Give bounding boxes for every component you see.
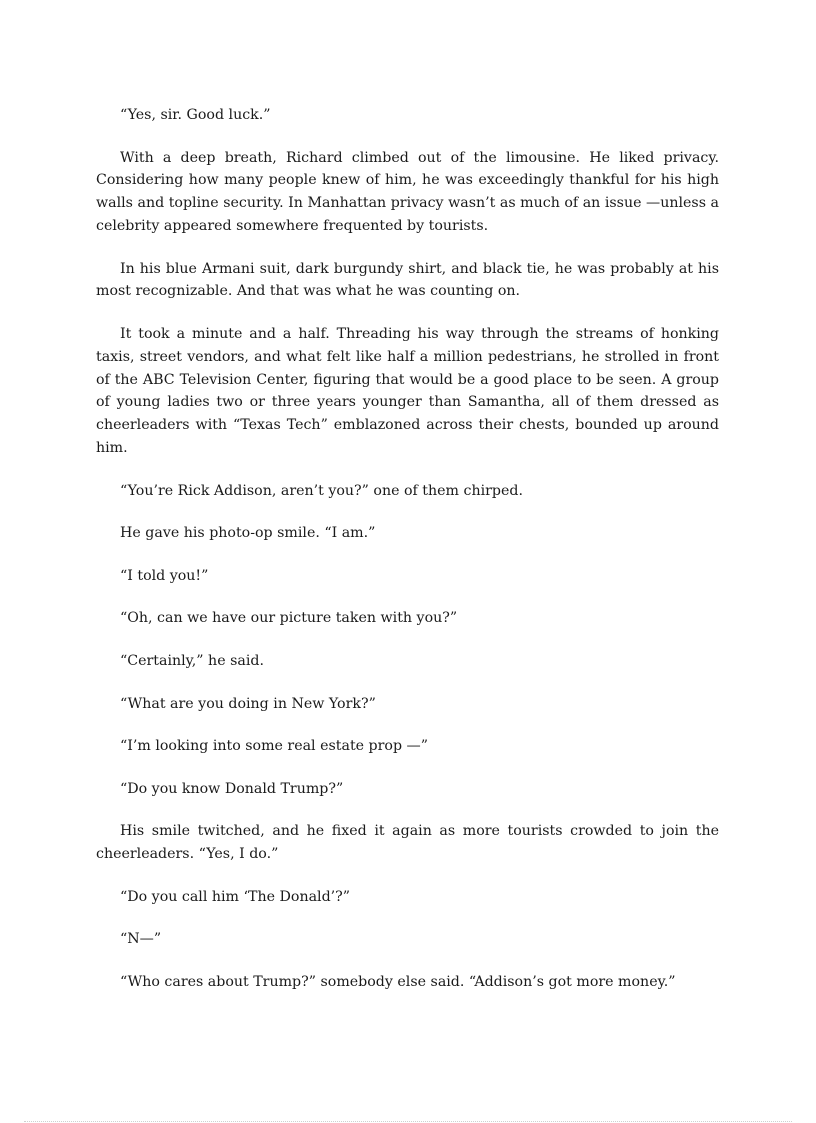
paragraph: His smile twitched, and he fixed it again as more tourists crowded to join the cheerleaders. “Yes, I do.”	[96, 823, 719, 863]
paragraph: In his blue Armani suit, dark burgundy shirt, and black tie, he was probably at his most recognizable. And that was what he was counting on.	[96, 260, 719, 300]
paragraph: “Who cares about Trump?” somebody else said. “Addison’s got more money.”	[120, 973, 676, 990]
paragraph: With a deep breath, Richard climbed out of the limousine. He liked privacy. Considering how many people knew of him, he was exceedingly thankful for his high walls and topline security. In Manhattan privacy wasn’t as much of an issue —unless a celebrity appeared somewhere frequented by tourists.	[96, 149, 719, 234]
paragraph: “I’m looking into some real estate prop —”	[120, 738, 428, 755]
paragraph: It took a minute and a half. Threading his way through the streams of honking taxis, street vendors, and what felt like half a million pedestrians, he strolled in front of the ABC Television Center, figuring that would be a good place to be seen. A group of young ladies two or three years younger than Samantha, all of them dressed as cheerleaders with “Texas Tech” emblazoned across their chests, bounded up around him.	[96, 325, 719, 456]
paragraph: “Oh, can we have our picture taken with you?”	[120, 610, 458, 627]
paragraph: “What are you doing in New York?”	[120, 695, 376, 712]
document-page	[96, 104, 719, 1013]
paragraph: “I told you!”	[120, 567, 209, 584]
paragraph: “Do you know Donald Trump?”	[120, 780, 344, 797]
paragraph: “Do you call him ‘The Donald’?”	[120, 888, 351, 905]
paragraph: “Certainly,” he said.	[120, 652, 264, 669]
paragraph: He gave his photo-op smile. “I am.”	[120, 525, 376, 542]
paragraph: “You’re Rick Addison, aren’t you?” one of them chirped.	[120, 482, 523, 499]
paragraph: “N—”	[120, 931, 162, 948]
paragraph: “Yes, sir. Good luck.”	[120, 107, 271, 123]
page-bottom-divider	[24, 1121, 792, 1122]
